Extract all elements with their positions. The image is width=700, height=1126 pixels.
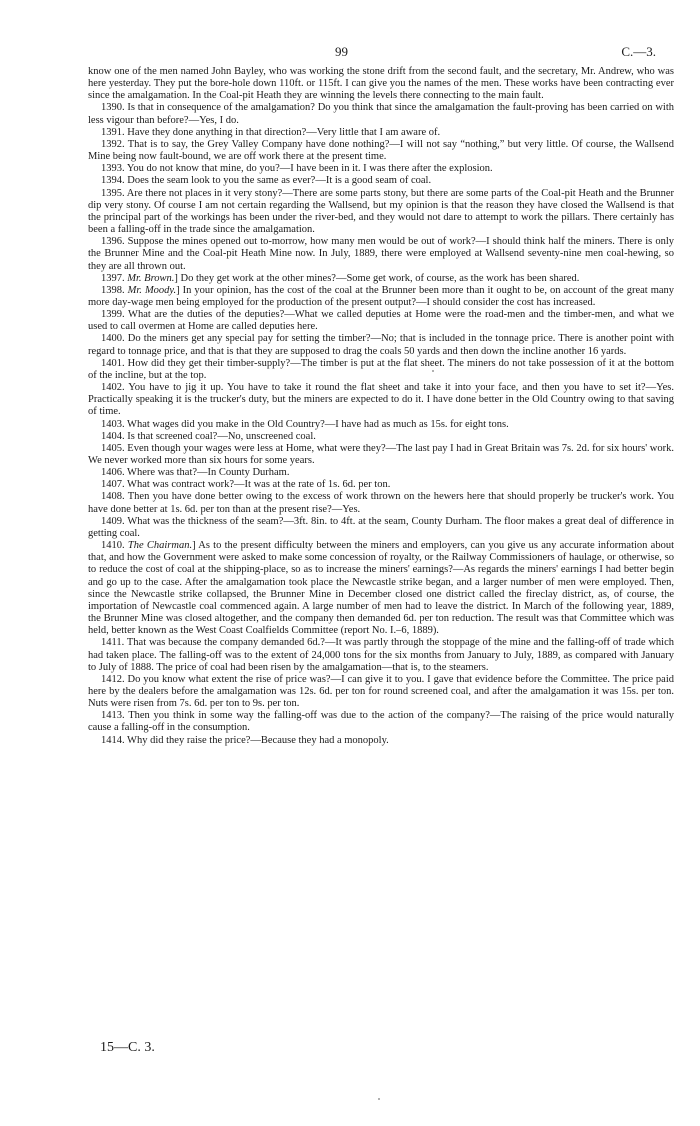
- testimony-paragraph: 1402. You have to jig it up. You have to take it round the flat sheet and take it into your face, and then you have to set it?—Yes. Practically speaking it is the trucker's duty, but the miners are expected to do it. I have done better in the Old Country owing to that saving of time.: [88, 382, 674, 418]
- testimony-paragraph: 1404. Is that screened coal?—No, unscreened coal.: [101, 430, 316, 442]
- testimony-paragraph: 1405. Even though your wages were less at Home, what were they?—The last pay I had in Great Britain was 7s. 2d. for six hours' work. We never worked more than six hours for some years.: [88, 442, 674, 466]
- speck-mark: [378, 1098, 380, 1100]
- testimony-paragraph: 1414. Why did they raise the price?—Because they had a monopoly.: [101, 734, 389, 746]
- testimony-paragraph: 1390. Is that in consequence of the amalgamation? Do you think that since the amalgamation the fault-proving has been carried on with less vigour than before?—Yes, I do.: [88, 102, 674, 126]
- testimony-paragraph: [88, 540, 674, 637]
- question-number: 1397.: [101, 272, 128, 284]
- speaker-name: The Chairman.: [127, 540, 193, 552]
- testimony-paragraph: 1408. Then you have done better owing to the excess of work thrown on the hewers here that should properly be trucker's work. You have done better at 1s. 6d. per ton than at the present rise?—Yes.: [88, 491, 674, 515]
- testimony-paragraph: 1395. Are there not places in it very stony?—There are some parts stony, but there are some parts of the Coal-pit Heath and the Brunner dip very stony. Of course I am not certain regarding the Wallsend, but my opinion is that the reason they have closed the Wallsend is that the principal part of the workings has been under the river-bed, and they would not dare to attempt to work the pillars. There certainly has been a falling-off in the trade since the amalgamation.: [88, 187, 674, 236]
- testimony-paragraph: 1400. Do the miners get any special pay for setting the timber?—No; that is included in the tonnage price. There is another point with regard to tonnage price, and that is that they are supposed to drag the coals 50 yards and then down the incline another 16 yards.: [88, 333, 674, 357]
- testimony-body: [88, 66, 674, 747]
- speaker-name: Mr. Brown.: [127, 272, 175, 284]
- testimony-paragraph: 1391. Have they done anything in that direction?—Very little that I am aware of.: [101, 126, 441, 138]
- page-header: [0, 44, 700, 62]
- signature-mark: 15—C. 3.: [100, 1040, 155, 1055]
- testimony-paragraph: know one of the men named John Bayley, who was working the stone drift from the second fault, and the secretary, Mr. Andrew, who was here yesterday. They put the bore-hole down 110ft. or 115ft. I can give you the names of the men. These works have been contracting ever since the amalgamation. In the Coal-pit Heath they are winning the levels there connecting to the main fault.: [88, 66, 674, 102]
- testimony-paragraph: 1409. What was the thickness of the seam?—3ft. 8in. to 4ft. at the seam, County Durham. The floor makes a great deal of difference in getting coal.: [88, 515, 674, 539]
- paragraph-text: ] As to the present difficulty between the miners and employers, can you give us any accurate information about that, and how the Government were asked to make some concession of royalty, or the Railway Commissioners of haulage, or otherwise, so to reduce the cost of coal at the shipping-place, so as to increase the miners' earnings?—As regards the miners' earnings I had better begin and go up to the case. After the amalgamation took place the Newcastle strike began, and a larger number of men were employed. Then, since the Newcastle strike collapsed, the Brunner Mine in December closed one district called the fireclay district, as, of course, the importation of Newcastle coal commenced again. A large number of men had to leave the district. In March of the following year, 1889, the Brunner Mine was closed altogether, and the company then demanded 6d. per ton reduction. The result was that Committee which was held, better known as the West Coast Coalfields Committee (report No. I.–6, 1889).: [88, 540, 674, 637]
- testimony-paragraph: 1396. Suppose the mines opened out to-morrow, how many men would be out of work?—I should think half the miners. There is only the Brunner Mine and the Coal-pit Heath Mine now. In July, 1889, there were employed at Wallsend seventy-nine men coal-hewing, so they are all thrown out.: [88, 236, 674, 272]
- testimony-paragraph: [88, 273, 674, 285]
- testimony-paragraph: 1406. Where was that?—In County Durham.: [101, 467, 290, 479]
- testimony-paragraph: 1399. What are the duties of the deputies?—What we called deputies at Home were the road-men and the timber-men, and what we used to call overmen at Home are called deputies here.: [88, 309, 674, 333]
- testimony-paragraph: 1413. Then you think in some way the falling-off was due to the action of the company?—The raising of the price would naturally cause a falling-off in the consumption.: [88, 710, 674, 734]
- testimony-paragraph: 1403. What wages did you make in the Old Country?—I have had as much as 15s. for eight tons.: [101, 418, 509, 430]
- question-number: 1410.: [101, 540, 128, 552]
- testimony-paragraph: 1394. Does the seam look to you the same as ever?—It is a good seam of coal.: [101, 175, 432, 187]
- speck-mark: [432, 370, 434, 372]
- testimony-paragraph: 1411. That was because the company demanded 6d.?—It was partly through the stoppage of the mine and the falling-off of trade which had taken place. The falling-off was to the extent of 24,000 tons for the six months from January to July, 1889, as compared with January to July of 1888. The price of coal had been risen by the amalgamation—that is, to the steamers.: [88, 637, 674, 673]
- page-number: 99: [335, 44, 348, 59]
- paragraph-text: ] In your opinion, has the cost of the coal at the Brunner been more than it ought to be, on account of the great many more day-wage men being employed for the production of the present output?—I should consider the cost has increased.: [88, 284, 675, 308]
- testimony-paragraph: 1401. How did they get their timber-supply?—The timber is put at the flat sheet. The miners do not take possession of it at the bottom of the incline, but at the top.: [88, 357, 674, 381]
- testimony-paragraph: 1393. You do not know that mine, do you?—I have been in it. I was there after the explosion.: [101, 163, 493, 175]
- testimony-paragraph: 1407. What was contract work?—It was at the rate of 1s. 6d. per ton.: [101, 479, 391, 491]
- testimony-paragraph: [88, 285, 674, 309]
- paragraph-text: ] Do they get work at the other mines?—Some get work, of course, as the work has been shared.: [174, 272, 580, 284]
- document-reference: C.—3.: [621, 44, 656, 59]
- question-number: 1398.: [101, 284, 128, 296]
- testimony-paragraph: 1412. Do you know what extent the rise of price was?—I can give it to you. I gave that evidence before the Committee. The price paid here by the dealers before the amalgamation was 12s. 6d. per ton for round screened coal, and after the amalgamation it was 15s. per ton. Nuts were risen from 7s. 6d. per ton to 9s. per ton.: [88, 673, 674, 710]
- speaker-name: Mr. Moody.: [127, 284, 177, 296]
- testimony-paragraph: 1392. That is to say, the Grey Valley Company have done nothing?—I will not say “nothing,” but very little. Of course, the Wallsend Mine being now fault-bound, we are off work there at the present time.: [88, 138, 674, 163]
